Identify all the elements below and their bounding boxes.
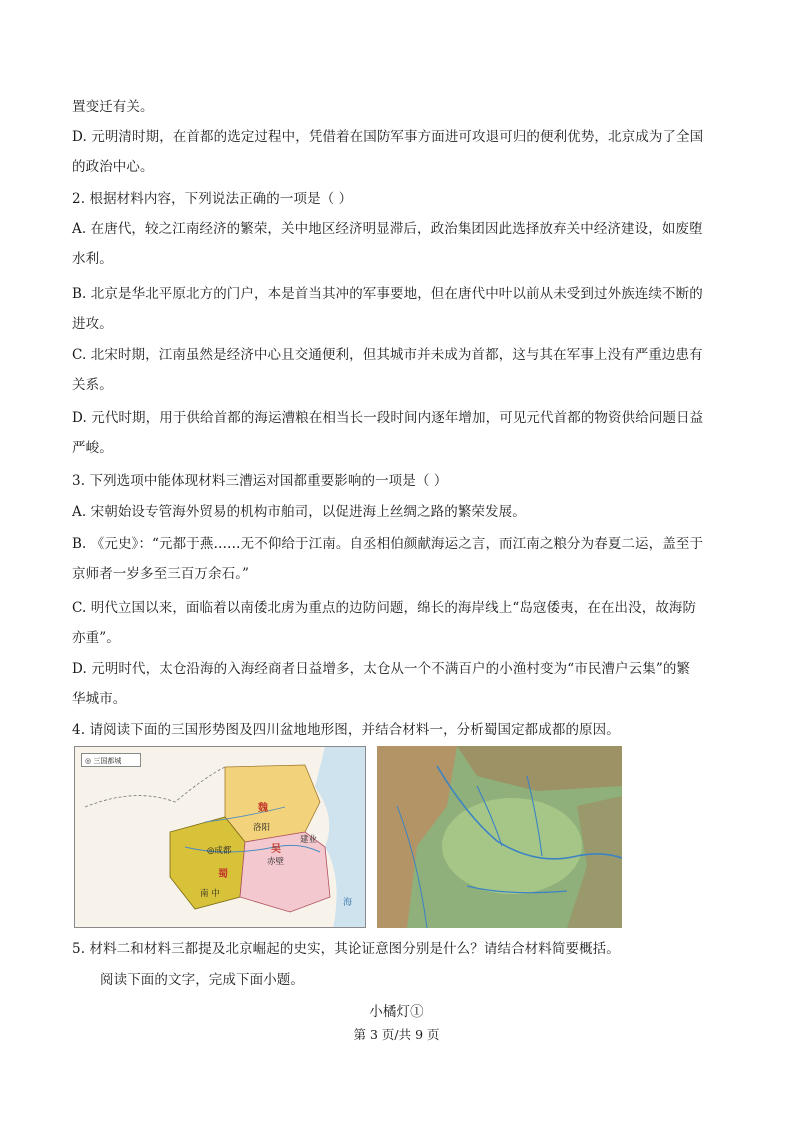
question-3: 3. 下列选项中能体现材料三漕运对国都重要影响的一项是（ ） (72, 473, 448, 489)
text-line: 关系。 (72, 377, 113, 393)
text-line: 的政治中心。 (72, 159, 154, 175)
map-label-wei: 魏 (258, 803, 268, 814)
text-line: 置变迁有关。 (72, 99, 154, 115)
map-figures (74, 746, 622, 928)
option-c: C. 北宋时期，江南虽然是经济中心且交通便利，但其城市并未成为首都，这与其在军事上没有严重边患有 (72, 347, 703, 363)
text-line: 华城市。 (72, 691, 127, 707)
question-5: 5. 材料二和材料三都提及北京崛起的史实，其论证意图分别是什么？请结合材料简要概括。 (72, 941, 620, 957)
option-d: D. 元明时代，太仓沿海的入海经商者日益增多，太仓从一个不满百户的小渔村变为“市民漕户云集”的繁 (72, 661, 691, 677)
sichuan-basin-map-graphic (377, 746, 622, 928)
text-line: 进攻。 (72, 316, 113, 332)
sichuan-basin (442, 798, 582, 894)
map-legend: ◎ 三国都城 (81, 753, 141, 767)
text-line: 亦重”。 (72, 630, 120, 646)
map-label-chibi: 赤壁 (267, 857, 285, 867)
text-line: 水利。 (72, 251, 113, 267)
wei-territory (225, 765, 320, 842)
map-label-wu: 吴 (271, 844, 281, 855)
three-kingdoms-map (74, 746, 366, 928)
map-label-sea: 海 (343, 898, 353, 908)
option-d: D. 元代时期，用于供给首都的海运漕粮在相当长一段时间内逐年增加，可见元代首都的物资供给问题日益 (72, 410, 704, 426)
map-label-nanzhong: 南 中 (200, 889, 220, 899)
option-b: B. 《元史》：“元都于燕……无不仰给于江南。自丞相伯颜献海运之言，而江南之粮分为春夏二运，盖至于 (72, 536, 704, 552)
option-a: A. 宋朝始设专管海外贸易的机构市舶司，以促进海上丝绸之路的繁荣发展。 (72, 504, 526, 520)
map-label-jianye: 建业 (300, 835, 318, 845)
three-kingdoms-map-graphic (75, 747, 366, 928)
map-label-shu: 蜀 (218, 869, 228, 880)
instruction-line: 阅读下面的文字，完成下面小题。 (100, 972, 304, 988)
text-line: 严峻。 (72, 440, 113, 456)
option-c: C. 明代立国以来，面临着以南倭北虏为重点的边防问题，绵长的海岸线上“岛寇倭夷，在在出没，故海防 (72, 600, 697, 616)
text-line: 京师者一岁多至三百万余石。” (72, 566, 250, 582)
question-4: 4. 请阅读下面的三国形势图及四川盆地地形图，并结合材料一，分析蜀国定都成都的原因。 (72, 722, 620, 738)
map-label-luoyang: 洛阳 (253, 823, 271, 833)
text-line: D. 元明清时期，在首都的选定过程中，凭借着在国防军事方面进可攻退可归的便利优势，北京成为了全国 (72, 129, 704, 145)
sichuan-basin-map (377, 746, 622, 928)
section-title: 小橘灯① (369, 1004, 424, 1020)
page-footer: 第 3 页/共 9 页 (353, 1027, 440, 1042)
option-a: A. 在唐代，较之江南经济的繁荣，关中地区经济明显滞后，政治集团因此选择放弃关中经济建设，如废堕 (72, 221, 703, 237)
question-2: 2. 根据材料内容，下列说法正确的一项是（ ） (72, 191, 353, 207)
option-b: B. 北京是华北平原北方的门户，本是首当其冲的军事要地，但在唐代中叶以前从未受到过外族连续不断的 (72, 286, 703, 302)
map-label-chengdu: ◎成都 (207, 846, 232, 856)
